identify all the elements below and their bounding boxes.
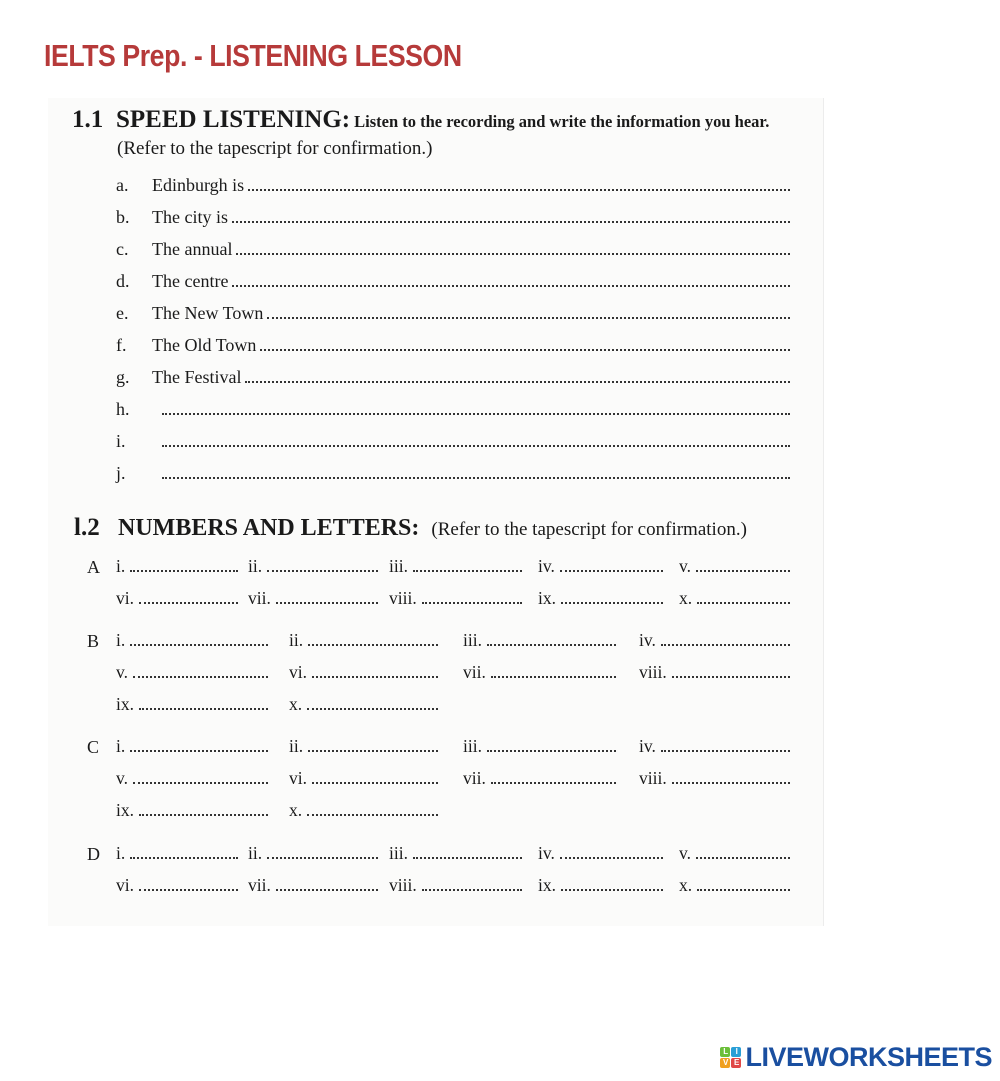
item-letter: j. <box>116 463 126 483</box>
item-numeral: vi. <box>116 588 134 608</box>
item-prompt: Edinburgh is <box>152 175 245 195</box>
section2-heading <box>74 514 747 542</box>
item-numeral: ii. <box>289 736 304 756</box>
numbers-letters-item <box>116 588 238 612</box>
section1-reference: (Refer to the tapescript for confirmation.) <box>117 138 433 159</box>
group-label: B <box>87 631 100 651</box>
group-label: A <box>87 557 100 577</box>
item-prompt: The city is <box>152 207 228 227</box>
answer-blank[interactable] <box>672 772 790 784</box>
item-numeral: ix. <box>538 875 556 895</box>
answer-blank[interactable] <box>696 560 790 572</box>
item-numeral: ix. <box>116 800 134 820</box>
item-numeral: vi. <box>116 875 134 895</box>
answer-blank[interactable] <box>130 634 268 646</box>
answer-blank[interactable] <box>133 772 268 784</box>
numbers-letters-item <box>679 843 790 867</box>
speed-listening-item <box>116 303 790 329</box>
item-letter: d. <box>116 271 130 291</box>
section1-instruction: Listen to the recording and write the information you hear. <box>354 112 770 131</box>
item-numeral: iii. <box>463 630 482 650</box>
numbers-letters-item <box>116 694 268 718</box>
numbers-letters-item <box>289 800 438 824</box>
numbers-letters-item <box>463 630 616 654</box>
speed-listening-item <box>116 175 790 201</box>
answer-blank[interactable] <box>130 740 268 752</box>
item-numeral: vii. <box>248 588 271 608</box>
answer-blank[interactable] <box>560 560 663 572</box>
speed-listening-item <box>116 463 790 489</box>
answer-blank[interactable] <box>697 879 790 891</box>
answer-blank[interactable] <box>561 592 663 604</box>
item-numeral: viii. <box>639 662 667 682</box>
item-numeral: ix. <box>538 588 556 608</box>
numbers-letters-item <box>116 875 238 899</box>
numbers-letters-item <box>116 800 268 824</box>
brand-name: LIVEWORKSHEETS <box>745 1042 992 1072</box>
speed-listening-item <box>116 399 790 425</box>
numbers-letters-item <box>289 736 438 760</box>
answer-blank[interactable] <box>308 634 438 646</box>
numbers-letters-item <box>116 630 268 654</box>
section2-reference: (Refer to the tapescript for confirmation.) <box>431 519 747 540</box>
section2-title: NUMBERS AND LETTERS: <box>118 515 420 541</box>
item-numeral: iv. <box>538 556 555 576</box>
answer-blank[interactable] <box>312 772 438 784</box>
numbers-letters-item <box>463 736 616 760</box>
answer-blank[interactable] <box>130 560 238 572</box>
answer-blank[interactable] <box>307 698 438 710</box>
item-numeral: iii. <box>463 736 482 756</box>
section2-number: l.2 <box>74 514 100 541</box>
answer-blank[interactable] <box>139 698 268 710</box>
numbers-letters-item <box>538 556 663 580</box>
numbers-letters-item <box>389 875 522 899</box>
numbers-letters-item <box>289 662 438 686</box>
speed-listening-item <box>116 207 790 233</box>
item-prompt: The centre <box>152 271 229 291</box>
speed-listening-item <box>116 271 790 297</box>
item-numeral: iii. <box>389 556 408 576</box>
section1-heading <box>72 106 769 134</box>
numbers-letters-item <box>389 843 522 867</box>
item-numeral: vi. <box>289 768 307 788</box>
item-prompt: The Festival <box>152 367 242 387</box>
item-letter: h. <box>116 399 130 419</box>
speed-listening-item <box>116 431 790 457</box>
item-numeral: ii. <box>248 843 263 863</box>
item-numeral: ii. <box>248 556 263 576</box>
item-prompt: The Old Town <box>152 335 257 355</box>
answer-blank[interactable] <box>139 804 268 816</box>
numbers-letters-item <box>289 768 438 792</box>
answer-blank[interactable] <box>696 847 790 859</box>
answer-blank[interactable] <box>312 666 438 678</box>
numbers-letters-item <box>116 556 238 580</box>
item-numeral: i. <box>116 843 126 863</box>
numbers-letters-item <box>538 875 663 899</box>
numbers-letters-item <box>538 588 663 612</box>
numbers-letters-item <box>289 630 438 654</box>
answer-blank[interactable] <box>162 466 790 479</box>
item-letter: g. <box>116 367 130 387</box>
item-letter: e. <box>116 303 129 323</box>
answer-blank[interactable] <box>308 740 438 752</box>
item-numeral: x. <box>289 800 303 820</box>
item-numeral: x. <box>679 588 693 608</box>
item-numeral: v. <box>116 768 128 788</box>
answer-blank[interactable] <box>232 210 790 223</box>
answer-blank[interactable] <box>422 592 522 604</box>
answer-blank[interactable] <box>487 740 616 752</box>
item-numeral: vii. <box>463 662 486 682</box>
answer-blank[interactable] <box>491 772 616 784</box>
numbers-letters-item <box>639 630 790 654</box>
numbers-letters-item <box>389 556 522 580</box>
answer-blank[interactable] <box>276 879 378 891</box>
numbers-letters-item <box>679 588 790 612</box>
item-numeral: v. <box>679 843 691 863</box>
answer-blank[interactable] <box>139 879 238 891</box>
item-numeral: v. <box>116 662 128 682</box>
group-label: D <box>87 844 100 864</box>
numbers-letters-item <box>389 588 522 612</box>
answer-blank[interactable] <box>561 879 663 891</box>
numbers-letters-item <box>639 736 790 760</box>
item-prompt: The annual <box>152 239 233 259</box>
item-prompt: The New Town <box>152 303 264 323</box>
page-title: IELTS Prep. - LISTENING LESSON <box>44 38 462 73</box>
answer-blank[interactable] <box>413 560 522 572</box>
answer-blank[interactable] <box>248 178 790 191</box>
answer-blank[interactable] <box>245 370 790 383</box>
item-letter: f. <box>116 335 127 355</box>
answer-blank[interactable] <box>267 560 378 572</box>
item-letter: i. <box>116 431 126 451</box>
answer-blank[interactable] <box>560 847 663 859</box>
answer-blank[interactable] <box>139 592 238 604</box>
numbers-letters-item <box>248 556 378 580</box>
item-numeral: i. <box>116 736 126 756</box>
numbers-letters-item <box>679 556 790 580</box>
answer-blank[interactable] <box>413 847 522 859</box>
answer-blank[interactable] <box>130 847 238 859</box>
answer-blank[interactable] <box>661 740 790 752</box>
answer-blank[interactable] <box>487 634 616 646</box>
numbers-letters-item <box>463 662 616 686</box>
numbers-letters-item <box>289 694 438 718</box>
item-numeral: vii. <box>248 875 271 895</box>
answer-blank[interactable] <box>162 402 790 415</box>
section1-title: SPEED LISTENING: <box>116 106 351 133</box>
liveworksheets-brand <box>720 1042 992 1073</box>
speed-listening-item <box>116 335 790 361</box>
speed-listening-item <box>116 367 790 393</box>
numbers-letters-item <box>679 875 790 899</box>
item-numeral: viii. <box>639 768 667 788</box>
item-numeral: vi. <box>289 662 307 682</box>
answer-blank[interactable] <box>162 434 790 447</box>
item-letter: c. <box>116 239 129 259</box>
numbers-letters-item <box>639 768 790 792</box>
item-letter: b. <box>116 207 130 227</box>
answer-blank[interactable] <box>422 879 522 891</box>
item-letter: a. <box>116 175 129 195</box>
answer-blank[interactable] <box>236 242 790 255</box>
item-numeral: vii. <box>463 768 486 788</box>
numbers-letters-item <box>248 843 378 867</box>
answer-blank[interactable] <box>697 592 790 604</box>
item-numeral: iv. <box>639 630 656 650</box>
answer-blank[interactable] <box>307 804 438 816</box>
numbers-letters-item <box>116 736 268 760</box>
item-numeral: viii. <box>389 588 417 608</box>
answer-blank[interactable] <box>133 666 268 678</box>
item-numeral: iii. <box>389 843 408 863</box>
answer-blank[interactable] <box>267 306 790 319</box>
numbers-letters-item <box>639 662 790 686</box>
item-numeral: viii. <box>389 875 417 895</box>
item-numeral: i. <box>116 556 126 576</box>
item-numeral: ii. <box>289 630 304 650</box>
answer-blank[interactable] <box>491 666 616 678</box>
item-numeral: i. <box>116 630 126 650</box>
numbers-letters-item <box>116 843 238 867</box>
item-numeral: x. <box>289 694 303 714</box>
item-numeral: iv. <box>538 843 555 863</box>
item-numeral: x. <box>679 875 693 895</box>
answer-blank[interactable] <box>260 338 790 351</box>
numbers-letters-item <box>248 588 378 612</box>
answer-blank[interactable] <box>276 592 378 604</box>
numbers-letters-item <box>116 768 268 792</box>
group-label: C <box>87 737 100 757</box>
speed-listening-item <box>116 239 790 265</box>
answer-blank[interactable] <box>672 666 790 678</box>
numbers-letters-item <box>538 843 663 867</box>
answer-blank[interactable] <box>232 274 790 287</box>
item-numeral: ix. <box>116 694 134 714</box>
section1-number: 1.1 <box>72 106 104 133</box>
numbers-letters-item <box>248 875 378 899</box>
item-numeral: v. <box>679 556 691 576</box>
item-numeral: iv. <box>639 736 656 756</box>
answer-blank[interactable] <box>661 634 790 646</box>
liveworksheets-logo-icon: L I V E <box>720 1047 741 1068</box>
numbers-letters-item <box>116 662 268 686</box>
numbers-letters-item <box>463 768 616 792</box>
answer-blank[interactable] <box>267 847 378 859</box>
